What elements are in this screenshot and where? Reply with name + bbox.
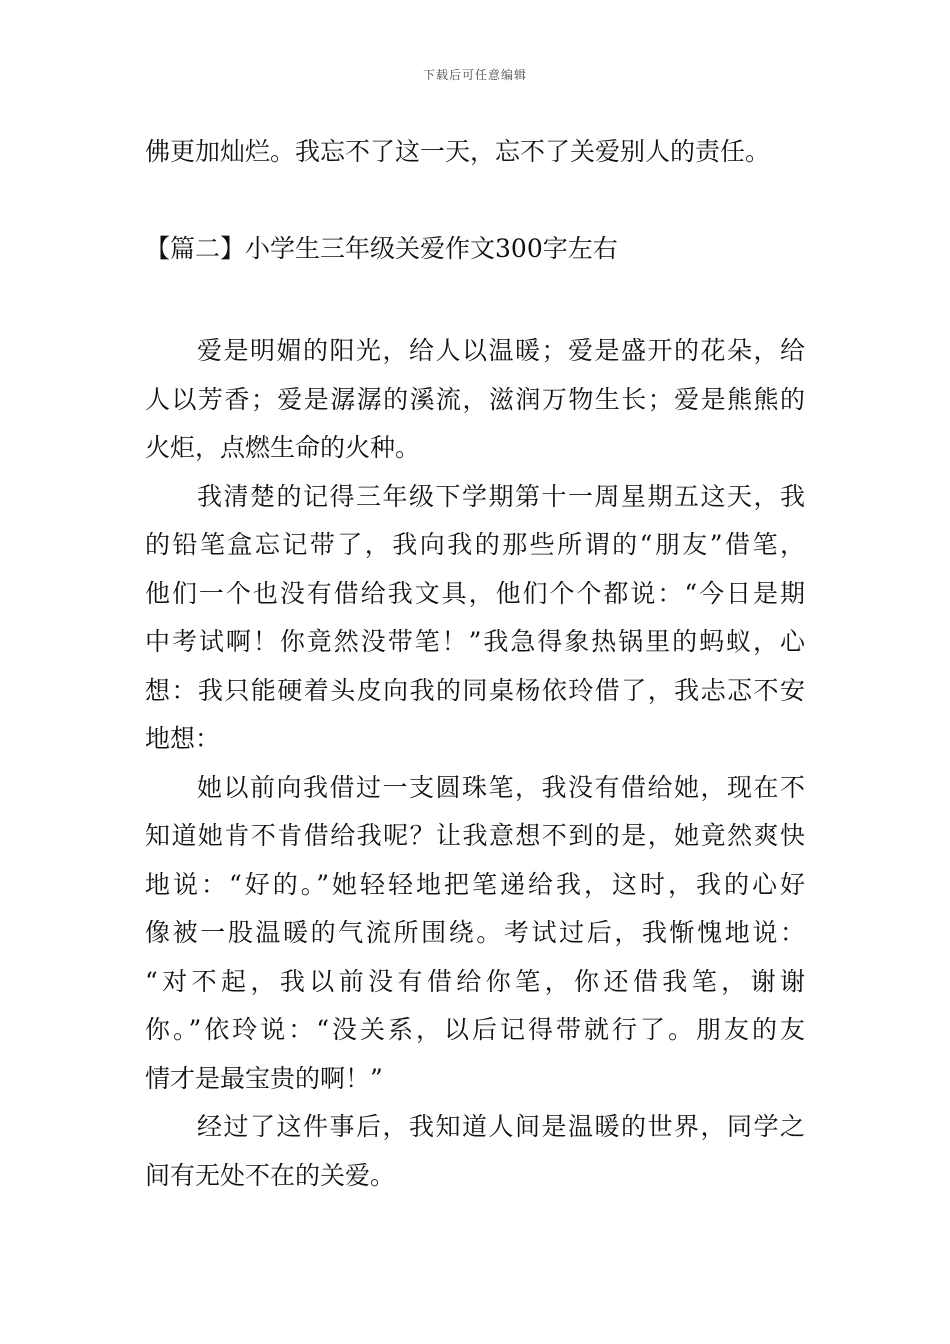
- text-line: 想：我只能硬着头皮向我的同桌杨依玲借了，我忐忑不安: [145, 675, 805, 705]
- text-line: 她以前向我借过一支圆珠笔，我没有借给她，现在不: [197, 772, 805, 802]
- text-line: 人以芳香；爱是潺潺的溪流，滋润万物生长；爱是熊熊的: [145, 384, 805, 414]
- text-line: 他们一个也没有借给我文具，他们个个都说：“今日是期: [145, 578, 805, 608]
- paragraph-2: [145, 473, 805, 764]
- text-line: 爱是明媚的阳光，给人以温暖；爱是盛开的花朵，给: [197, 336, 805, 365]
- section-title: 【篇二】小学生三年级关爱作文300字左右: [145, 234, 618, 263]
- text-line: 间有无处不在的关爱。: [145, 1160, 396, 1190]
- continuation-line: 佛更加灿烂。我忘不了这一天，忘不了关爱别人的责任。: [145, 137, 771, 166]
- text-line: 我清楚的记得三年级下学期第十一周星期五这天，我: [197, 481, 805, 511]
- text-line: 中考试啊！你竟然没带笔！”我急得象热锅里的蚂蚁，心: [145, 627, 805, 656]
- text-line: 地想：: [145, 724, 221, 753]
- text-line: 知道她肯不肯借给我呢？让我意想不到的是，她竟然爽快: [145, 821, 805, 850]
- text-line: 你。”依玲说：“没关系，以后记得带就行了。朋友的友: [145, 1015, 805, 1044]
- continuation-text: [145, 128, 805, 177]
- text-line: 地说：“好的。”她轻轻地把笔递给我，这时，我的心好: [145, 869, 805, 899]
- text-line: 的铅笔盒忘记带了，我向我的那些所谓的“朋友”借笔，: [145, 530, 805, 559]
- text-line: 像被一股温暖的气流所围绕。考试过后，我惭愧地说：: [145, 918, 805, 947]
- paragraph-4: [145, 1103, 805, 1200]
- text-line: 火炬，点燃生命的火种。: [145, 433, 421, 462]
- paragraph-3: [145, 764, 805, 1104]
- header-note: 下载后可任意编辑: [422, 68, 527, 82]
- text-line: 经过了这件事后，我知道人间是温暖的世界，同学之: [197, 1112, 805, 1141]
- paragraph-1: [145, 327, 805, 473]
- text-line: “对不起，我以前没有借给你笔，你还借我笔，谢谢: [145, 966, 805, 996]
- essay-body: [145, 327, 805, 1200]
- text-line: 情才是最宝贵的啊！”: [145, 1063, 383, 1093]
